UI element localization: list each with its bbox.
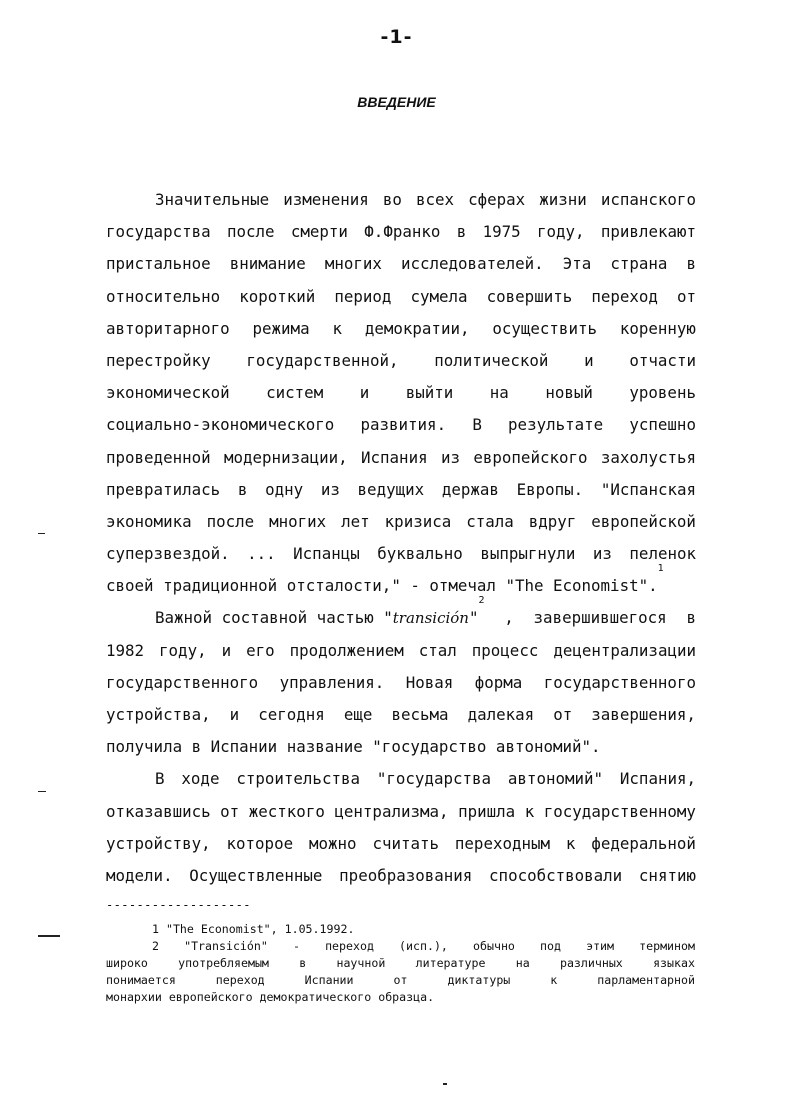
word: от	[553, 705, 573, 724]
paragraph-2-rest	[485, 602, 697, 634]
paragraph-3	[106, 763, 696, 892]
word: 2	[152, 939, 159, 953]
word: пеленок	[629, 544, 696, 564]
text-line	[106, 955, 695, 972]
word: автономий"	[507, 769, 604, 789]
word: Ф.Франко	[364, 222, 441, 242]
footnote-separator: -------------------	[106, 898, 251, 912]
word: жизни	[539, 190, 587, 209]
word: осуществить	[492, 318, 597, 338]
footnote-1-mark: 1	[657, 563, 664, 575]
word: 1975	[482, 222, 521, 242]
word: систем	[266, 383, 324, 403]
text-line	[106, 506, 696, 538]
text-line	[106, 972, 695, 989]
word: пристальное	[106, 254, 211, 274]
word: процесс	[471, 640, 539, 660]
word: его	[246, 640, 275, 660]
word: Значительные	[155, 190, 270, 209]
paragraph-2-italic-term: transición	[392, 609, 469, 628]
word: от	[220, 801, 240, 821]
word: на	[515, 956, 530, 970]
word: перестройку	[106, 350, 211, 370]
word: Испания	[361, 447, 428, 467]
word: от	[676, 286, 696, 306]
text-line	[106, 635, 696, 667]
word: вдруг	[528, 511, 577, 531]
text-line	[106, 184, 696, 216]
word: государства	[106, 222, 211, 242]
main-text	[106, 184, 696, 892]
word: продолжением	[289, 640, 404, 660]
word: период	[334, 286, 392, 306]
word: проведенной	[106, 447, 211, 467]
section-title: ВВЕДЕНИЕ	[357, 94, 436, 110]
word: на	[489, 383, 509, 403]
word: 1982	[106, 640, 145, 660]
word: стала	[466, 511, 514, 531]
text-line	[106, 938, 695, 955]
word: всех	[415, 190, 455, 209]
word: Европы.	[516, 479, 584, 499]
word: ходе	[181, 769, 220, 789]
word: в	[686, 608, 696, 628]
word: изменения	[283, 190, 369, 209]
word: многих	[324, 254, 382, 274]
word: Испании	[304, 973, 354, 987]
word: модели.	[106, 865, 173, 885]
word: в	[237, 479, 248, 499]
text-line	[106, 216, 696, 248]
word: после	[206, 511, 255, 531]
word: и	[584, 350, 594, 370]
word: языках	[653, 956, 695, 970]
word: относительно	[106, 286, 221, 306]
word: европейского	[473, 447, 588, 467]
word: превратилась	[106, 479, 221, 499]
word: Испания,	[619, 769, 696, 789]
word: Эта	[562, 254, 592, 274]
word: коренную	[619, 318, 696, 338]
word: широко	[106, 956, 148, 970]
word: к	[332, 318, 342, 338]
word: из	[320, 479, 340, 499]
footnote-1-text: 1 "The Economist", 1.05.1992.	[152, 922, 355, 936]
word: лет	[341, 511, 370, 531]
word: многих	[269, 511, 327, 531]
word: "Испанская	[600, 479, 696, 499]
text-line	[106, 313, 696, 345]
footnote-2	[106, 938, 695, 989]
text-line	[106, 538, 696, 570]
footnote-1	[106, 921, 695, 938]
word: совершить	[486, 286, 573, 306]
word: исследователей.	[400, 254, 544, 274]
word: государственного	[106, 672, 259, 692]
word: одну	[265, 479, 304, 499]
text-line	[106, 667, 696, 699]
scan-mark	[38, 791, 46, 792]
word: завершившегося	[533, 608, 667, 628]
word: далекая	[467, 705, 535, 724]
paragraph-2-quote-close: "	[468, 608, 479, 628]
word: к	[524, 801, 535, 821]
text-line	[106, 796, 696, 828]
word: стал	[418, 640, 457, 660]
word: и	[229, 705, 240, 724]
footnote-2-last-line	[106, 989, 695, 1006]
paragraph-2	[106, 635, 696, 732]
word: диктатуры	[447, 973, 511, 987]
word: демократии,	[364, 318, 470, 338]
word: и	[221, 640, 232, 660]
word: централизма,	[334, 801, 449, 821]
word: преобразования	[339, 865, 473, 885]
word: буквально	[377, 544, 463, 564]
text-line	[106, 248, 696, 280]
word: сферах	[468, 190, 526, 209]
paragraph-2-first-line	[106, 595, 696, 634]
word: переход	[325, 939, 374, 953]
footnote-2-last-text: монархии европейского демократического образца.	[106, 990, 435, 1004]
word: переход	[215, 973, 265, 987]
word: устройству,	[106, 833, 211, 853]
word: в	[686, 254, 696, 274]
word: к	[550, 973, 558, 987]
scan-mark	[38, 935, 60, 937]
word: ...	[247, 544, 276, 564]
word: отказавшись	[106, 801, 211, 821]
word: переходным	[454, 833, 551, 853]
paragraph-1	[106, 184, 696, 570]
word: году,	[159, 640, 207, 660]
scan-mark	[443, 1083, 447, 1085]
text-line	[106, 699, 696, 731]
word: литературе	[415, 956, 486, 970]
word: Испанцы	[293, 544, 360, 564]
word: экономической	[106, 383, 230, 403]
word: страна	[610, 254, 668, 274]
word: развития.	[360, 415, 447, 435]
word: государственному	[543, 801, 696, 821]
word: В	[155, 769, 165, 789]
word: снятию	[638, 865, 696, 885]
word: держав	[441, 479, 499, 499]
word: смерти	[290, 222, 348, 242]
word: обычно	[473, 939, 515, 953]
word: Новая	[405, 672, 454, 692]
word: Осуществленные	[189, 865, 323, 885]
word: децентрализации	[553, 640, 696, 660]
paragraph-2-last-line	[106, 731, 696, 763]
word: уровень	[629, 383, 696, 403]
word: -	[292, 939, 300, 953]
word: сегодня	[258, 705, 325, 724]
word: (исп.),	[399, 939, 448, 953]
word: форма	[474, 672, 523, 692]
word: ведущих	[357, 479, 425, 499]
text-line	[106, 763, 696, 795]
word: переход	[591, 286, 658, 306]
word: результате	[508, 415, 604, 435]
word: кризиса	[384, 511, 452, 531]
text-line	[106, 860, 696, 892]
word: внимание	[229, 254, 306, 274]
word: еще	[343, 705, 373, 724]
footnotes	[106, 921, 695, 1006]
text-line	[106, 409, 696, 441]
word: "Transición"	[184, 939, 268, 953]
word: и	[359, 383, 370, 403]
text-line	[106, 474, 696, 506]
word: сумела	[410, 286, 468, 306]
word: привлекают	[600, 222, 696, 242]
text-line	[106, 281, 696, 313]
page-number: -1-	[380, 26, 413, 48]
word: из	[440, 447, 460, 467]
paragraph-1-last-text: своей традиционной отсталости," - отмечал "The Economist".	[106, 576, 658, 596]
word: которое	[226, 833, 294, 853]
word: ,	[504, 608, 514, 628]
word: к	[565, 833, 576, 853]
word: считать	[372, 833, 440, 853]
word: парламентарной	[597, 973, 695, 987]
word: выпрыгнули	[480, 544, 576, 564]
word: термином	[639, 939, 695, 953]
footnote-2-mark: 2	[478, 595, 485, 607]
word: экономика	[106, 511, 192, 531]
word: суперзвездой.	[106, 544, 230, 564]
word: в	[456, 222, 467, 242]
paragraph-1-last-line	[106, 563, 696, 602]
word: успешно	[629, 415, 696, 435]
word: режима	[252, 318, 310, 338]
word: от	[393, 973, 408, 987]
word: во	[382, 190, 402, 209]
word: пришла	[458, 801, 516, 821]
word: государственной,	[246, 350, 399, 370]
word: в	[299, 956, 307, 970]
word: модернизации,	[224, 447, 348, 467]
word: политической	[434, 350, 549, 370]
word: из	[592, 544, 612, 564]
word: устройства,	[106, 705, 211, 724]
paragraph-2-start: Важной составной частью "	[155, 608, 393, 628]
word: федеральной	[591, 833, 696, 853]
word: различных	[559, 956, 623, 970]
word: захолустья	[600, 447, 696, 467]
paragraph-2-last-text: получила в Испании название "государство автономий".	[106, 737, 601, 757]
word: новый	[545, 383, 593, 403]
text-line	[106, 828, 696, 860]
word: научной	[336, 956, 386, 970]
word: весьма	[391, 705, 449, 724]
word: выйти	[405, 383, 454, 403]
word: после	[226, 222, 275, 242]
word: В	[472, 415, 482, 435]
word: понимается	[106, 973, 176, 987]
scan-mark	[38, 533, 45, 534]
word: управления.	[279, 672, 385, 692]
word: социально-экономического	[106, 415, 335, 435]
word: строительства	[236, 769, 360, 789]
word: году,	[536, 222, 585, 242]
word: способствовали	[489, 865, 623, 885]
text-line	[106, 442, 696, 474]
word: европейской	[591, 511, 696, 531]
word: этим	[586, 939, 615, 953]
text-line	[106, 377, 696, 409]
word: жесткого	[248, 801, 325, 821]
word: употребляемым	[178, 956, 269, 970]
word: "государства	[376, 769, 492, 789]
word: государственного	[543, 672, 696, 692]
text-line	[106, 345, 696, 377]
word: под	[540, 939, 561, 953]
word: отчасти	[629, 350, 696, 370]
word: завершения,	[591, 705, 696, 724]
word: испанского	[600, 190, 696, 209]
word: короткий	[239, 286, 316, 306]
word: авторитарного	[106, 318, 230, 338]
word: можно	[308, 833, 357, 853]
